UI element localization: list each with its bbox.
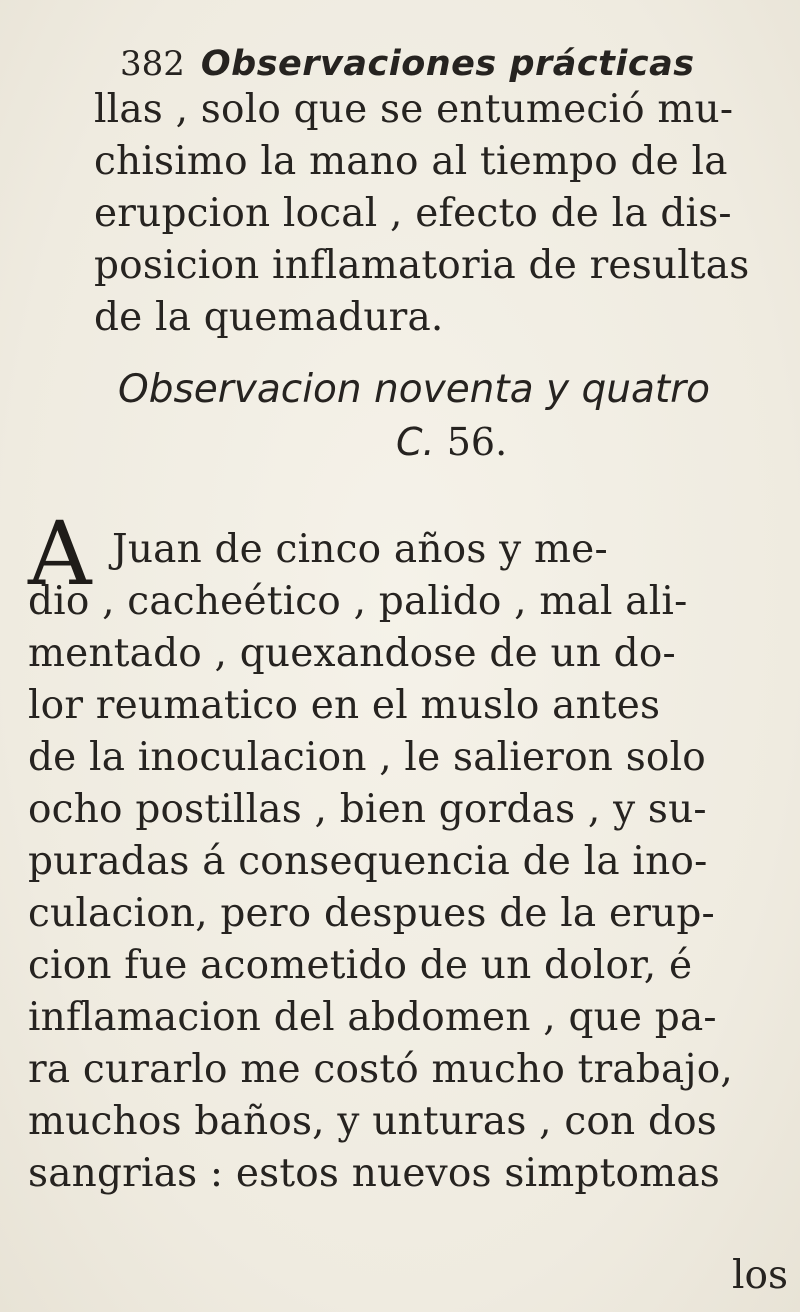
body-line-13: sangrias : estos nuevos simptomas (28, 1151, 720, 1196)
body-line-11: ra curarlo me costó mucho trabajo, (28, 1047, 733, 1092)
page-number: 382 (120, 44, 185, 84)
section-title: Observacion noventa y quatro (118, 367, 711, 412)
case-label: C. (396, 420, 435, 464)
intro-line-3: erupcion local , efecto de la dis- (94, 191, 732, 236)
drop-cap: A (28, 502, 92, 605)
intro-line-1: llas , solo que se entumeció mu- (94, 87, 734, 132)
body-line-12: muchos baños, y unturas , con dos (28, 1099, 718, 1144)
body-line-9: cion fue acometido de un dolor, é (28, 943, 693, 988)
running-title: Observaciones prácticas (200, 44, 695, 84)
catchword: los (732, 1253, 788, 1298)
body-line-7: puradas á consequencia de la ino- (28, 839, 708, 884)
body-line-1: Juan de cinco años y me- (112, 527, 608, 572)
body-line-3: mentado , quexandose de un do- (28, 631, 676, 676)
intro-line-2: chisimo la mano al tiempo de la (94, 139, 728, 184)
body-line-5: de la inoculacion , le salieron solo (28, 735, 706, 780)
body-line-6: ocho postillas , bien gordas , y su- (28, 787, 707, 832)
body-line-10: inflamacion del abdomen , que pa- (28, 995, 717, 1040)
intro-line-5: de la quemadura. (94, 295, 444, 340)
intro-line-4: posicion inflamatoria de resultas (94, 243, 750, 288)
body-line-2: dio , cacheético , palido , mal ali- (28, 579, 688, 624)
body-line-4: lor reumatico en el muslo antes (28, 683, 661, 728)
case-number-value: 56. (446, 420, 508, 464)
page-header (120, 40, 695, 86)
case-number (396, 420, 507, 464)
body-line-8: culacion, pero despues de la erup- (28, 891, 715, 936)
